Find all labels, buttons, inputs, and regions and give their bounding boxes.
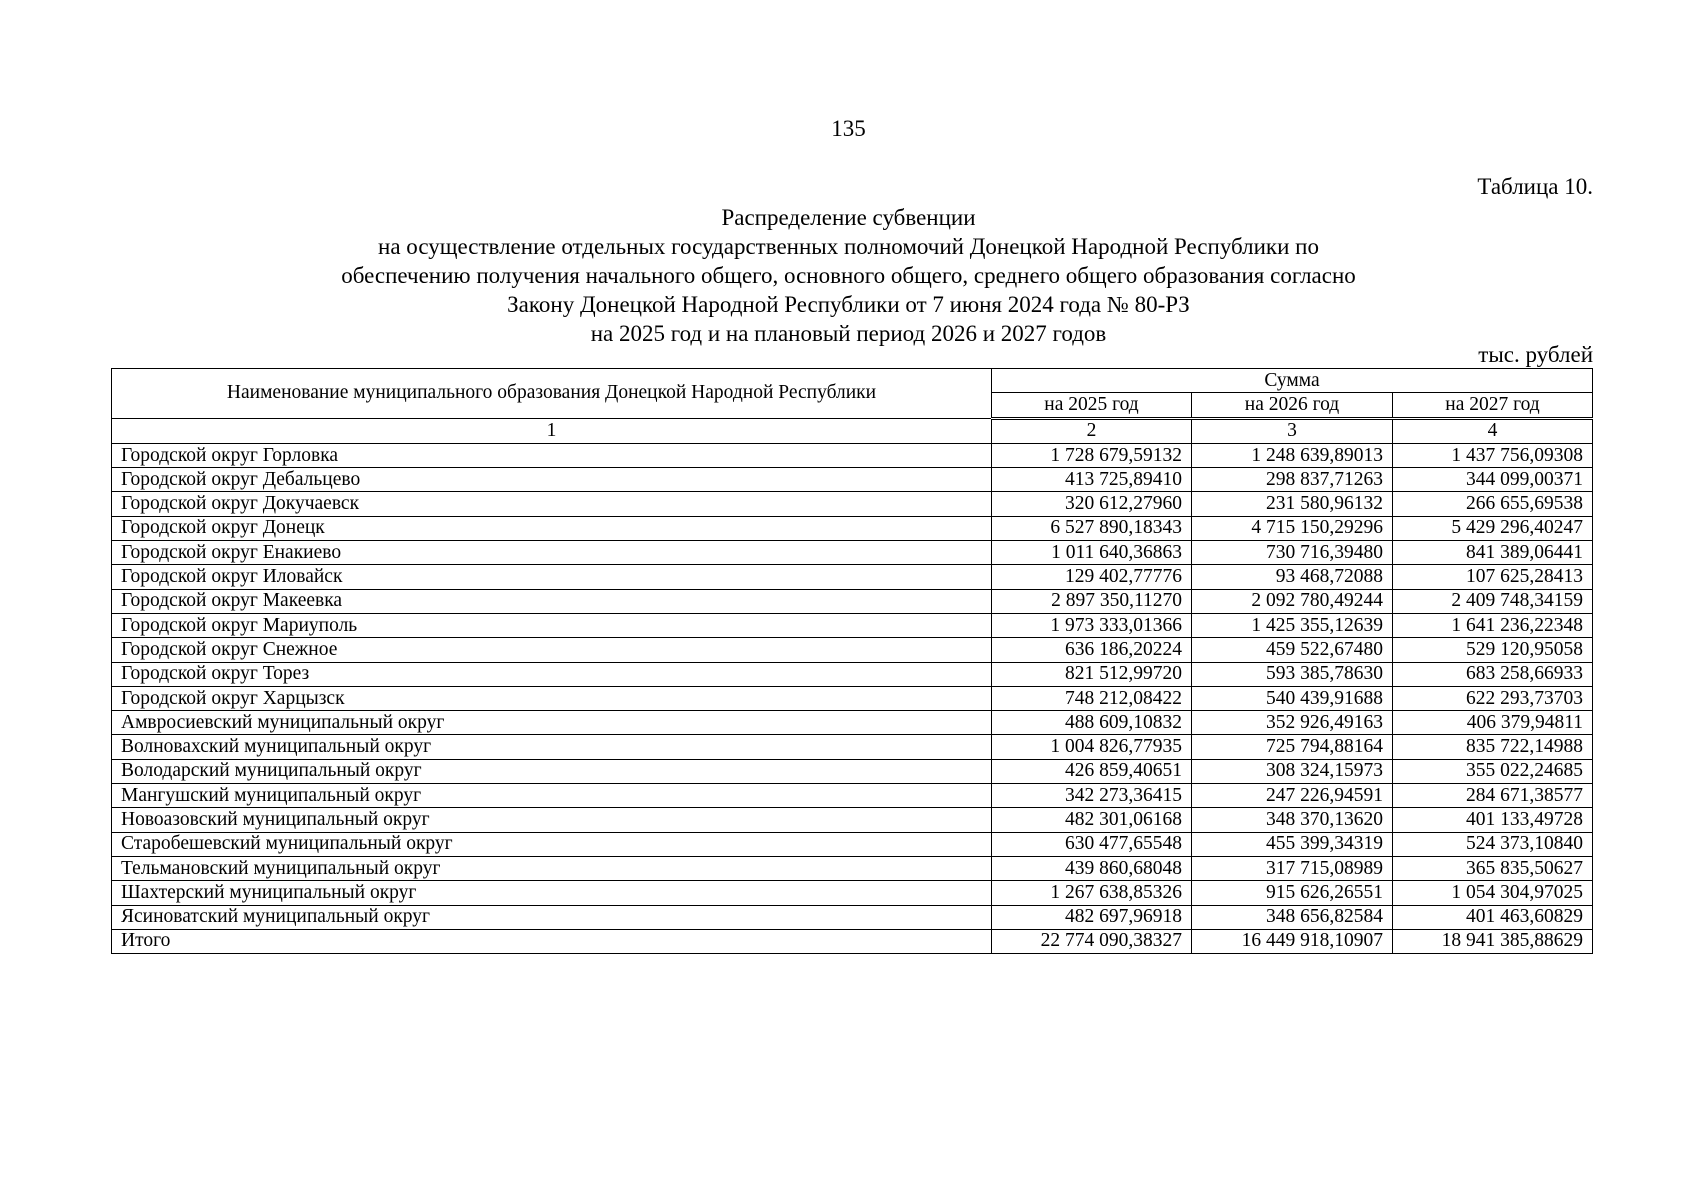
amount-2026-cell: 915 626,26551 (1192, 881, 1393, 905)
amount-2025-cell: 426 859,40651 (992, 759, 1192, 783)
amount-2027-cell: 1 054 304,97025 (1393, 881, 1593, 905)
municipality-name-cell: Городской округ Мариуполь (112, 613, 992, 637)
municipality-name-cell: Городской округ Докучаевск (112, 492, 992, 516)
table-label: Таблица 10. (1477, 174, 1593, 199)
municipality-name-cell: Волновахский муниципальный округ (112, 735, 992, 759)
amount-2027-cell: 344 099,00371 (1393, 468, 1593, 492)
table-row (112, 589, 1593, 613)
amount-2025-cell: 129 402,77776 (992, 565, 1192, 589)
amount-2027-cell: 18 941 385,88629 (1393, 929, 1593, 953)
municipality-name-cell: Шахтерский муниципальный округ (112, 881, 992, 905)
header-municipality-name: Наименование муниципального образования Донецкой Народной Республики (112, 369, 992, 419)
header-year-2026: на 2026 год (1192, 393, 1393, 418)
municipality-name-cell: Городской округ Торез (112, 662, 992, 686)
table-row (112, 443, 1593, 467)
amount-2027-cell: 835 722,14988 (1393, 735, 1593, 759)
table-row (112, 686, 1593, 710)
table-row (112, 735, 1593, 759)
amount-2025-cell: 636 186,20224 (992, 638, 1192, 662)
amount-2027-cell: 683 258,66933 (1393, 662, 1593, 686)
table-row (112, 541, 1593, 565)
municipality-name-cell: Старобешевский муниципальный округ (112, 832, 992, 856)
table-row (112, 881, 1593, 905)
amount-2025-cell: 413 725,89410 (992, 468, 1192, 492)
amount-2025-cell: 342 273,36415 (992, 784, 1192, 808)
header-year-2025: на 2025 год (992, 393, 1192, 418)
municipality-name-cell: Мангушский муниципальный округ (112, 784, 992, 808)
municipality-name-cell: Городской округ Енакиево (112, 541, 992, 565)
amount-2025-cell: 1 004 826,77935 (992, 735, 1192, 759)
table-row (112, 613, 1593, 637)
column-number: 3 (1192, 418, 1393, 443)
title-line: на осуществление отдельных государственных полномочий Донецкой Народной Республики по (378, 234, 1319, 259)
amount-2026-cell: 298 837,71263 (1192, 468, 1393, 492)
amount-2025-cell: 6 527 890,18343 (992, 516, 1192, 540)
table-row (112, 832, 1593, 856)
amount-2026-cell: 455 399,34319 (1192, 832, 1393, 856)
municipality-name-cell: Городской округ Дебальцево (112, 468, 992, 492)
municipality-name-cell: Городской округ Горловка (112, 443, 992, 467)
amount-2025-cell: 488 609,10832 (992, 711, 1192, 735)
amount-2027-cell: 1 641 236,22348 (1393, 613, 1593, 637)
page-number: 135 (831, 116, 866, 141)
column-number: 1 (112, 418, 992, 443)
total-row (112, 929, 1593, 953)
amount-2027-cell: 5 429 296,40247 (1393, 516, 1593, 540)
amount-2027-cell: 365 835,50627 (1393, 856, 1593, 880)
table-row (112, 711, 1593, 735)
municipality-name-cell: Новоазовский муниципальный округ (112, 808, 992, 832)
table-row (112, 856, 1593, 880)
municipality-name-cell: Володарский муниципальный округ (112, 759, 992, 783)
amount-2027-cell: 524 373,10840 (1393, 832, 1593, 856)
amount-2026-cell: 2 092 780,49244 (1192, 589, 1393, 613)
amount-2026-cell: 540 439,91688 (1192, 686, 1393, 710)
table-row (112, 808, 1593, 832)
amount-2026-cell: 593 385,78630 (1192, 662, 1393, 686)
amount-2025-cell: 320 612,27960 (992, 492, 1192, 516)
amount-2027-cell: 284 671,38577 (1393, 784, 1593, 808)
table-row (112, 784, 1593, 808)
amount-2025-cell: 22 774 090,38327 (992, 929, 1192, 953)
amount-2027-cell: 266 655,69538 (1393, 492, 1593, 516)
amount-2026-cell: 93 468,72088 (1192, 565, 1393, 589)
amount-2026-cell: 725 794,88164 (1192, 735, 1393, 759)
amount-2025-cell: 821 512,99720 (992, 662, 1192, 686)
amount-2026-cell: 1 248 639,89013 (1192, 443, 1393, 467)
amount-2027-cell: 1 437 756,09308 (1393, 443, 1593, 467)
amount-2026-cell: 308 324,15973 (1192, 759, 1393, 783)
municipality-name-cell: Амвросиевский муниципальный округ (112, 711, 992, 735)
amount-2025-cell: 2 897 350,11270 (992, 589, 1192, 613)
amount-2027-cell: 406 379,94811 (1393, 711, 1593, 735)
amount-2025-cell: 482 301,06168 (992, 808, 1192, 832)
table-row (112, 759, 1593, 783)
amount-2025-cell: 630 477,65548 (992, 832, 1192, 856)
title-line: Закону Донецкой Народной Республики от 7 июня 2024 года № 80-РЗ (507, 292, 1190, 317)
amount-2025-cell: 1 973 333,01366 (992, 613, 1192, 637)
amount-2027-cell: 401 463,60829 (1393, 905, 1593, 929)
municipality-name-cell: Ясиноватский муниципальный округ (112, 905, 992, 929)
document-title (0, 203, 1697, 348)
table-row (112, 638, 1593, 662)
amount-2027-cell: 622 293,73703 (1393, 686, 1593, 710)
municipality-name-cell: Городской округ Донецк (112, 516, 992, 540)
amount-2026-cell: 16 449 918,10907 (1192, 929, 1393, 953)
amount-2026-cell: 348 656,82584 (1192, 905, 1393, 929)
table-row (112, 662, 1593, 686)
municipality-name-cell: Городской округ Снежное (112, 638, 992, 662)
amount-2026-cell: 247 226,94591 (1192, 784, 1393, 808)
title-line: Распределение субвенции (721, 205, 976, 230)
table-row (112, 492, 1593, 516)
header-row (112, 369, 1593, 393)
header-sum: Сумма (992, 369, 1593, 393)
amount-2025-cell: 748 212,08422 (992, 686, 1192, 710)
amount-2027-cell: 2 409 748,34159 (1393, 589, 1593, 613)
municipality-name-cell: Городской округ Харцызск (112, 686, 992, 710)
amount-2027-cell: 529 120,95058 (1393, 638, 1593, 662)
table-body (112, 443, 1593, 953)
amount-2027-cell: 355 022,24685 (1393, 759, 1593, 783)
amount-2027-cell: 841 389,06441 (1393, 541, 1593, 565)
amount-2026-cell: 1 425 355,12639 (1192, 613, 1393, 637)
column-number: 4 (1393, 418, 1593, 443)
amount-2025-cell: 439 860,68048 (992, 856, 1192, 880)
amount-2027-cell: 401 133,49728 (1393, 808, 1593, 832)
amount-2026-cell: 459 522,67480 (1192, 638, 1393, 662)
municipality-name-cell: Итого (112, 929, 992, 953)
column-number: 2 (992, 418, 1192, 443)
municipality-name-cell: Городской округ Макеевка (112, 589, 992, 613)
amount-2025-cell: 1 011 640,36863 (992, 541, 1192, 565)
subvention-table (111, 368, 1593, 954)
amount-2026-cell: 4 715 150,29296 (1192, 516, 1393, 540)
amount-2026-cell: 352 926,49163 (1192, 711, 1393, 735)
amount-2026-cell: 730 716,39480 (1192, 541, 1393, 565)
title-line: обеспечению получения начального общего, основного общего, среднего общего образования согласно (341, 263, 1356, 288)
table-row (112, 565, 1593, 589)
amount-2027-cell: 107 625,28413 (1393, 565, 1593, 589)
amount-2025-cell: 1 728 679,59132 (992, 443, 1192, 467)
municipality-name-cell: Городской округ Иловайск (112, 565, 992, 589)
amount-2025-cell: 482 697,96918 (992, 905, 1192, 929)
column-numbers-row (112, 418, 1593, 443)
municipality-name-cell: Тельмановский муниципальный округ (112, 856, 992, 880)
table-row (112, 905, 1593, 929)
table-row (112, 468, 1593, 492)
amount-2025-cell: 1 267 638,85326 (992, 881, 1192, 905)
amount-2026-cell: 348 370,13620 (1192, 808, 1393, 832)
header-year-2027: на 2027 год (1393, 393, 1593, 418)
amount-2026-cell: 317 715,08989 (1192, 856, 1393, 880)
table-row (112, 516, 1593, 540)
unit-label: тыс. рублей (1478, 342, 1593, 367)
title-line: на 2025 год и на плановый период 2026 и 2027 годов (590, 321, 1107, 346)
amount-2026-cell: 231 580,96132 (1192, 492, 1393, 516)
